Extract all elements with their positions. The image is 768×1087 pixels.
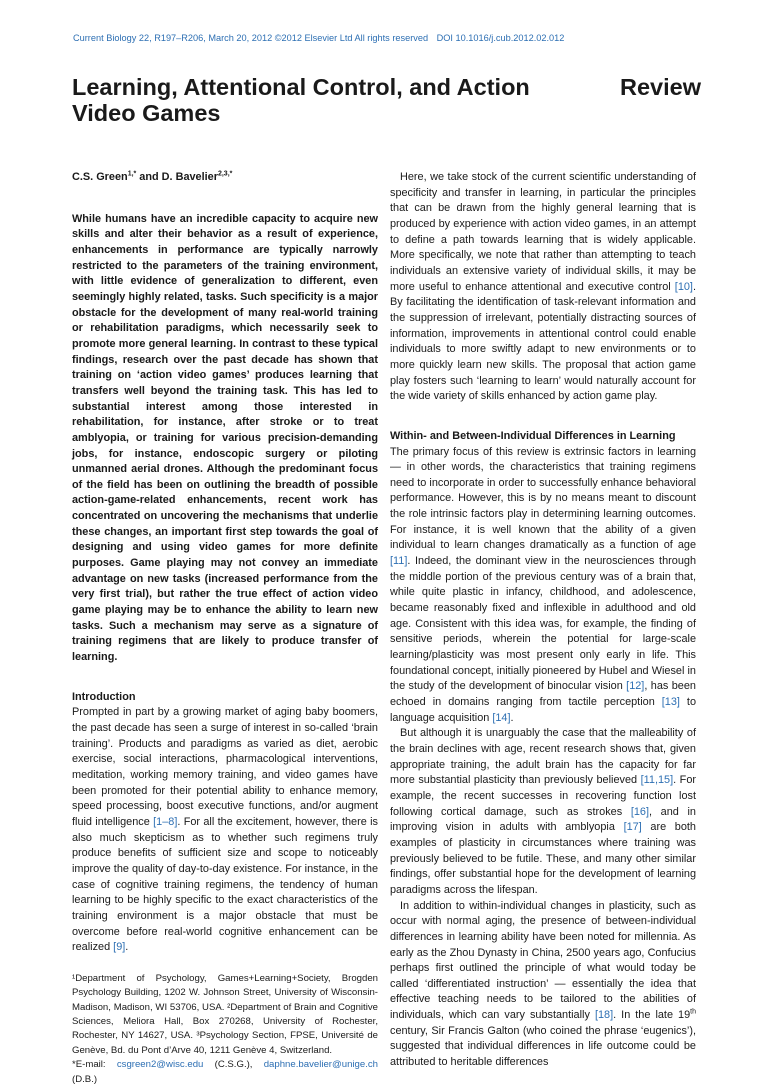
- citation-link[interactable]: [9]: [113, 941, 126, 954]
- paragraph-text: are both examples of plasticity in circumstances where training was previously believed to be futile. These, and many other similar findings, offer substantial hope for the development of learning paradigms across the lifespan.: [390, 821, 696, 896]
- citation-link[interactable]: [11,15]: [640, 774, 674, 787]
- author-green-affil: 1,*: [127, 170, 137, 178]
- email-green-suffix: (C.S.G.),: [203, 1059, 264, 1071]
- paragraph-text: Here, we take stock of the current scientific understanding of specificity and transfer in learning, in particular the principles that can be drawn from the highly general learning that is produced by experience with action video games, in an attempt to define a path towards learning that is widely applicable. More specifically, we note that rather than attempting to teach individuals an extensive variety of individual skills, it may be more useful to enhance attentional and executive control: [390, 171, 696, 293]
- paragraph-text: . By facilitating the identification of task-relevant information and the suppression of irrelevant, potentially distracting sources of information, improvements in attentional control could enable individuals to more swiftly adapt to new environments or to more quickly learn new skills. The proposal that action game play fosters such ‘learning to learn’ would naturally account for the wide variety of skills enhanced by action game play.: [390, 280, 696, 403]
- section-paragraph-1: [390, 445, 696, 727]
- affiliation-text: ¹Department of Psychology, Games+Learning+Society, Brogden Psychology Building, 1202 W. Johnson Street, University of Wisconsin-Madison, Madison, WI 53706, USA. ²Department of Brain and Cognitive Sciences, Meliora Hall, Box 270268, University of Rochester, Rochester, NY 14627, USA. ³Psychology Section, FPSE, Université de Genève, Bd. du Pont d’Arve 40, 1211 Genève 4, Switzerland.: [72, 972, 378, 1056]
- introduction-paragraph: [72, 705, 378, 956]
- left-column: [72, 170, 378, 1087]
- paragraph-text: century, Sir Francis Galton (who coined the phrase ‘eugenics’), suggested that individual differences in life outcome could be attributed to heritable differences: [390, 1024, 696, 1069]
- intro-continuation-paragraph: [390, 170, 696, 405]
- email-label: *E-mail:: [72, 1059, 117, 1071]
- section-heading: Within- and Between-Individual Differences in Learning: [390, 429, 676, 442]
- paragraph-text: In addition to within-individual changes in plasticity, such as occur with normal aging, the presence of between-individual differences in learning ability have been noted for millennia. As early as the Zhou Dynasty in China, 2500 years ago, Confucius perhaps first outlined the principle of what would today be called ‘differentiated instruction’ — essentially the idea that effective teaching needs to be tailored to the abilities of individuals, which can vary substantially: [390, 899, 696, 1022]
- paragraph-text: . Indeed, the dominant view in the neurosciences through the middle portion of the previous century was of a brain that, while quite plastic in infancy, childhood, and adolescence, became reasonably fixed and inflexible in adulthood and old age. Consistent with this idea was, for example, the finding of sensitive periods, wherein the potential for large-scale learning/plasticity was most present only early in life. This foundational concept, initially pioneered by Hubel and Wiesel in the study of the development of binocular vision: [390, 555, 696, 693]
- citation-link[interactable]: [17]: [623, 821, 642, 834]
- journal-citation: Current Biology 22, R197–R206, March 20, 2012 ©2012 Elsevier Ltd All rights reserved: [73, 33, 429, 43]
- author-green: C.S. Green: [72, 171, 128, 183]
- paragraph-text: .: [510, 711, 514, 724]
- citation-link[interactable]: [13]: [661, 696, 680, 708]
- superscript-th: th: [690, 1008, 696, 1016]
- citation-link[interactable]: [10]: [674, 280, 693, 293]
- paragraph-text: to language acquisition: [390, 696, 696, 724]
- article-title: Learning, Attentional Control, and Action Video Games: [72, 74, 530, 126]
- journal-header: [73, 33, 564, 43]
- email-link-green[interactable]: csgreen2@wisc.edu: [116, 1059, 204, 1071]
- article-type-label: Review: [620, 74, 701, 100]
- intro-text-end: .: [125, 941, 129, 954]
- doi-link[interactable]: DOI 10.1016/j.cub.2012.02.012: [436, 33, 565, 43]
- citation-link[interactable]: [18]: [594, 1009, 614, 1022]
- paragraph-text: . In the late 19: [613, 1009, 691, 1022]
- introduction-heading: Introduction: [72, 690, 136, 703]
- email-link-bavelier[interactable]: daphne.bavelier@unige.ch: [263, 1059, 379, 1071]
- paragraph-text: . For example, the recent successes in recovering function lost following cortical damage, such as strokes: [390, 774, 696, 818]
- intro-text-2: . For all the excitement, however, there is also much skepticism as to whether such regimens truly produce benefits of sufficient size and scope to noticeably improve the quality of day-to-day existence. For instance, in the case of cognitive training regimens, the tendency of human learning to be highly specific to the exact characteristics of the training environment is a major obstacle that must be overcome before real-world cognitive enhancement can be realized: [72, 815, 378, 954]
- citation-link[interactable]: [11]: [390, 555, 408, 568]
- author-and-bavelier: and D. Bavelier: [136, 171, 218, 183]
- paragraph-text: The primary focus of this review is extrinsic factors in learning — in other words, the characteristics that training regimens need to incorporate in order to successfully enhance behavioral performance. However, this is by no means meant to discount the role intrinsic factors play in determining learning outcomes. For instance, it is well known that the ability of a given individual to learn changes dramatically as a function of age: [390, 445, 696, 552]
- email-bavelier-suffix: (D.B.): [72, 1073, 98, 1085]
- intro-text-1: Prompted in part by a growing market of aging baby boomers, the past decade has seen a surge of interest in so-called ‘brain training’. Products and paradigms as varied as diet, aerobic exercise, social interactions, pharmacological interventions, meditation, working memory training, and video games have been promoted for their potential ability to enhance memory, speed processing, boost executive functions, and/or augment fluid intelligence: [72, 706, 378, 828]
- affiliations: [72, 972, 378, 1087]
- citation-link[interactable]: [16]: [630, 805, 649, 818]
- citation-link[interactable]: [12]: [626, 680, 645, 693]
- section-paragraph-2: [390, 726, 696, 898]
- citation-link[interactable]: [14]: [492, 711, 511, 724]
- citation-link[interactable]: [1–8]: [153, 815, 178, 828]
- author-line: [72, 170, 378, 186]
- right-column: [390, 170, 696, 1071]
- paragraph-text: , has been echoed in domains ranging from tactile perception: [390, 680, 696, 708]
- author-bavelier-affil: 2,3,*: [217, 170, 233, 178]
- abstract-text: While humans have an incredible capacity to acquire new skills and alter their behavior as a result of experience, enhancements in performance are typically narrowly restricted to the parameters of the training environment, with little evidence of generalization to different, even seemingly highly related, tasks. Such specificity is a major obstacle for the development of many real-world training or rehabilitation paradigms, which necessarily seek to promote more general learning. In contrast to these typical findings, research over the past decade has shown that training on ‘action video games’ produces learning that transfers well beyond the training task. This has led to substantial interest among those interested in rehabilitation, for instance, after stroke or to treat amblyopia, or training for various precision-demanding jobs, for instance, endoscopic surgery or piloting unmanned aerial drones. Although the predominant focus of the field has been on outlining the breadth of possible action-game-related enhancements, recent work has concentrated on uncovering the mechanisms that underlie these changes, an important first step towards the goal of designing and using video games for more definite purposes. Game playing may not convey an immediate advantage on new tasks (increased performance from the very first trial), but rather the true effect of action video game playing may be to enhance the ability to learn new tasks. Such a mechanism may serve as a signature of training regimens that are likely to produce transfer of learning.: [72, 212, 378, 664]
- paragraph-text: But although it is unarguably the case that the malleability of the brain declines with age, recent research shows that, given appropriate training, the adult brain has the capacity for far more substantial plasticity than previously believed: [390, 727, 696, 787]
- section-paragraph-3: [390, 899, 696, 1071]
- paragraph-text: , and in improving vision in adults with amblyopia: [390, 805, 696, 834]
